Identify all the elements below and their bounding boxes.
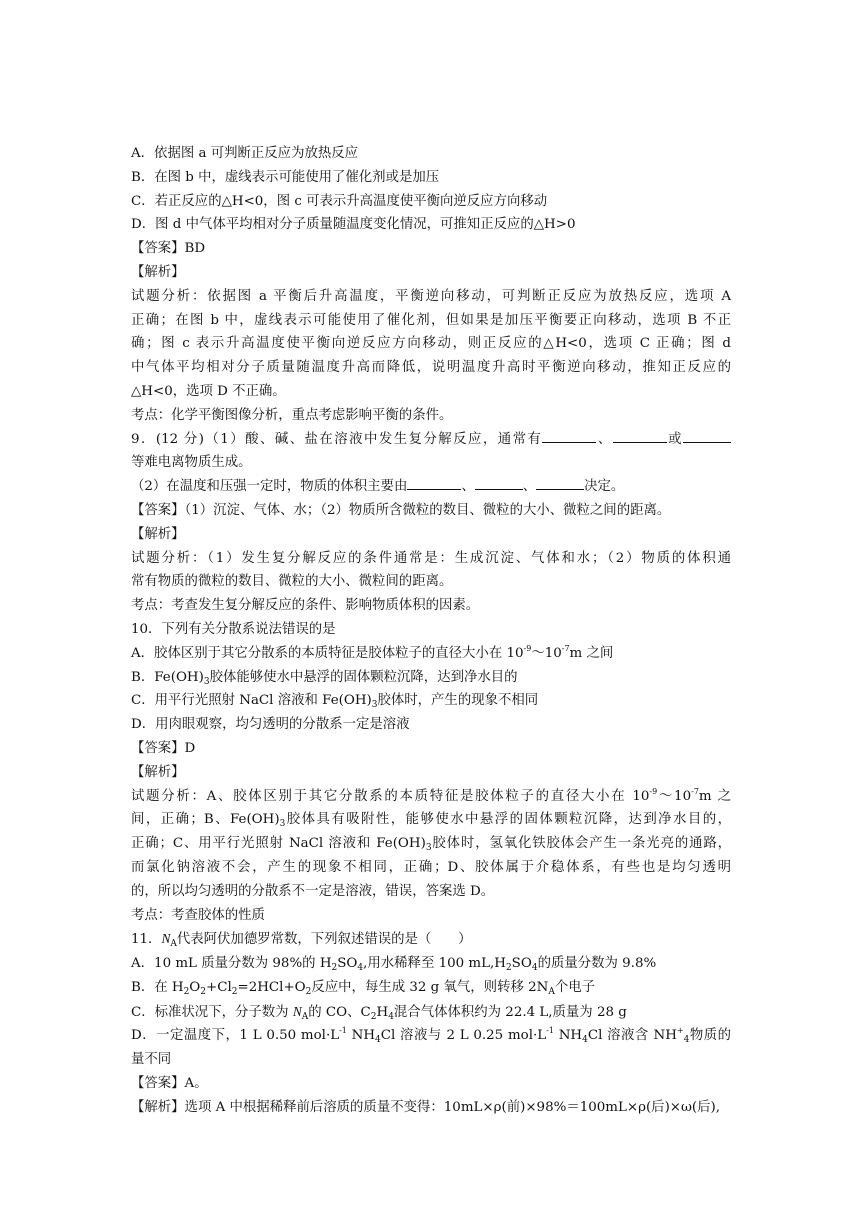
q9-analysis-heading: 【解析】 [131,526,185,542]
q8-kaodian: 考点：化学平衡图像分析，重点考虑影响平衡的条件。 [131,407,453,423]
q11-option-d-cont: 量不同 [131,1052,172,1068]
q9-stem-part2: （2）在温度和压强一定时，物质的体积主要由 、 、 决定。 [131,479,625,495]
q11-analysis: 【解析】选项 A 中根据稀释前后溶质的质量不变得：10mL×ρ(前)×98%＝100mL×ρ(后)×ω(后), [131,1099,721,1115]
q11-option-d: D．一定温度下，1 L 0.50 $mol\cdot L^{-1}$ $NH_4Cl$ 溶液与 2 L 0.25 $mol\cdot L^{-1}$ $NH_4Cl$ 溶液含 $NH^+_4$物质的 [131,1026,731,1046]
q10-analysis-line: 试题分析：A、胶体区别于其它分散系的本质特征是胶体粒子的直径大小在 $10^{-9}\sim 10^{-7}m$ 之 [131,786,731,804]
q10-analysis-line: 的，所以均匀透明的分散系不一定是溶液，错误，答案选 D。 [131,883,495,899]
answer-blank [613,430,667,443]
q10-analysis-line: 间，正确；B、$Fe(OH)_3$胶体具有吸附性，能够使水中悬浮的固体颗粒沉降，达到净水目的， [131,812,732,830]
q10-kaodian: 考点：考查胶体的性质 [131,907,265,923]
q11-option-b: B．在 $H_2O_2+Cl_2=2HCl+O_2$反应中，每生成 32 g 氧气，则转移 $2N_A$个电子 [131,979,596,997]
answer-blank [407,477,461,490]
answer-blank [475,477,523,490]
q8-analysis-line: 中气体平均相对分子质量随温度升高而降低，说明温度升高时平衡逆向移动，推知正反应的 [131,360,731,376]
q8-analysis-line: 试题分析：依据图 a 平衡后升高温度，平衡逆向移动，可判断正反应为放热反应，选项 A [131,288,731,304]
q10-analysis-heading: 【解析】 [131,764,185,780]
q11-stem: 11．$N_A$代表阿伏加德罗常数，下列叙述错误的是（ ） [131,931,472,950]
q8-option-d: D．图 d 中气体平均相对分子质量随温度变化情况，可推知正反应的△H>0 [131,217,576,233]
answer-blank [536,477,584,490]
answer-blank [683,430,731,443]
q10-option-a: A．胶体区别于其它分散系的本质特征是胶体粒子的直径大小在 $10^{-9}\sim 10^{-7}m$ 之间 [131,643,614,661]
q10-stem: 10．下列有关分散系说法错误的是 [131,621,336,637]
q11-option-c: C．标准状况下，分子数为 $N_A$的 CO、$C_2H_4$混合气体体积约为 22.4 L,质量为 28 g [131,1003,627,1022]
q9-stem-line2: 等难电离物质生成。 [131,455,252,471]
q8-option-b: B．在图 b 中，虚线表示可能使用了催化剂或是加压 [131,169,440,185]
q9-answer: 【答案】（1）沉淀、气体、水；（2）物质所含微粒的数目、微粒的大小、微粒之间的距离。 [131,502,671,518]
q8-analysis-line: 确；图 c 表示升高温度使平衡向逆反应方向移动，则正反应的△H<0，选项 C 正确；图 d [131,336,731,352]
q10-option-b: B．$Fe(OH)_3$胶体能够使水中悬浮的固体颗粒沉降，达到净水目的 [131,669,518,687]
answer-blank [542,430,596,443]
q10-option-c: C．用平行光照射 NaCl 溶液和 $Fe(OH)_3$胶体时，产生的现象不相同 [131,693,539,711]
q9-stem-line1: 9．(12 分)（1）酸、碱、盐在溶液中发生复分解反应，通常有 、 或 [131,428,731,452]
q8-option-a: A．依据图 a 可判断正反应为放热反应 [131,146,359,161]
q10-option-d: D．用肉眼观察，均匀透明的分散系一定是溶液 [131,717,410,733]
q8-analysis-line: 正确；在图 b 中，虚线表示可能使用了催化剂，但如果是加压平衡要正向移动，选项 B 不正 [131,312,731,328]
q10-analysis-line: 正确；C、用平行光照射 NaCl 溶液和 $Fe(OH)_3$胶体时，氢氧化铁胶体会产生一条光亮的通路， [131,836,731,854]
q8-answer: 【答案】BD [131,241,206,257]
q10-answer: 【答案】D [131,740,196,756]
q8-analysis-heading: 【解析】 [131,264,185,280]
q9-analysis-line: 常有物质的微粒的数目、微粒的大小、微粒间的距离。 [131,574,453,590]
q11-option-a: A．10 mL 质量分数为 98%的 $H_2SO_4$,用水稀释至 100 $mL,H_2SO_4$的质量分数为 9.8% [131,956,657,974]
q10-analysis-line: 而氯化钠溶液不会，产生的现象不相同，正确；D、胶体属于介稳体系，有些也是均匀透明 [131,859,731,875]
q9-kaodian: 考点：考查发生复分解反应的条件、影响物质体积的因素。 [131,598,480,614]
q8-analysis-line: △H<0，选项 D 不正确。 [131,383,286,399]
q11-answer: 【答案】A。 [131,1076,208,1092]
q9-analysis-line: 试题分析：（1）发生复分解反应的条件通常是：生成沉淀、气体和水；（2）物质的体积通 [131,550,731,566]
q8-option-c: C．若正反应的△H<0，图 c 可表示升高温度使平衡向逆反应方向移动 [131,193,548,209]
document-page [131,142,731,1120]
